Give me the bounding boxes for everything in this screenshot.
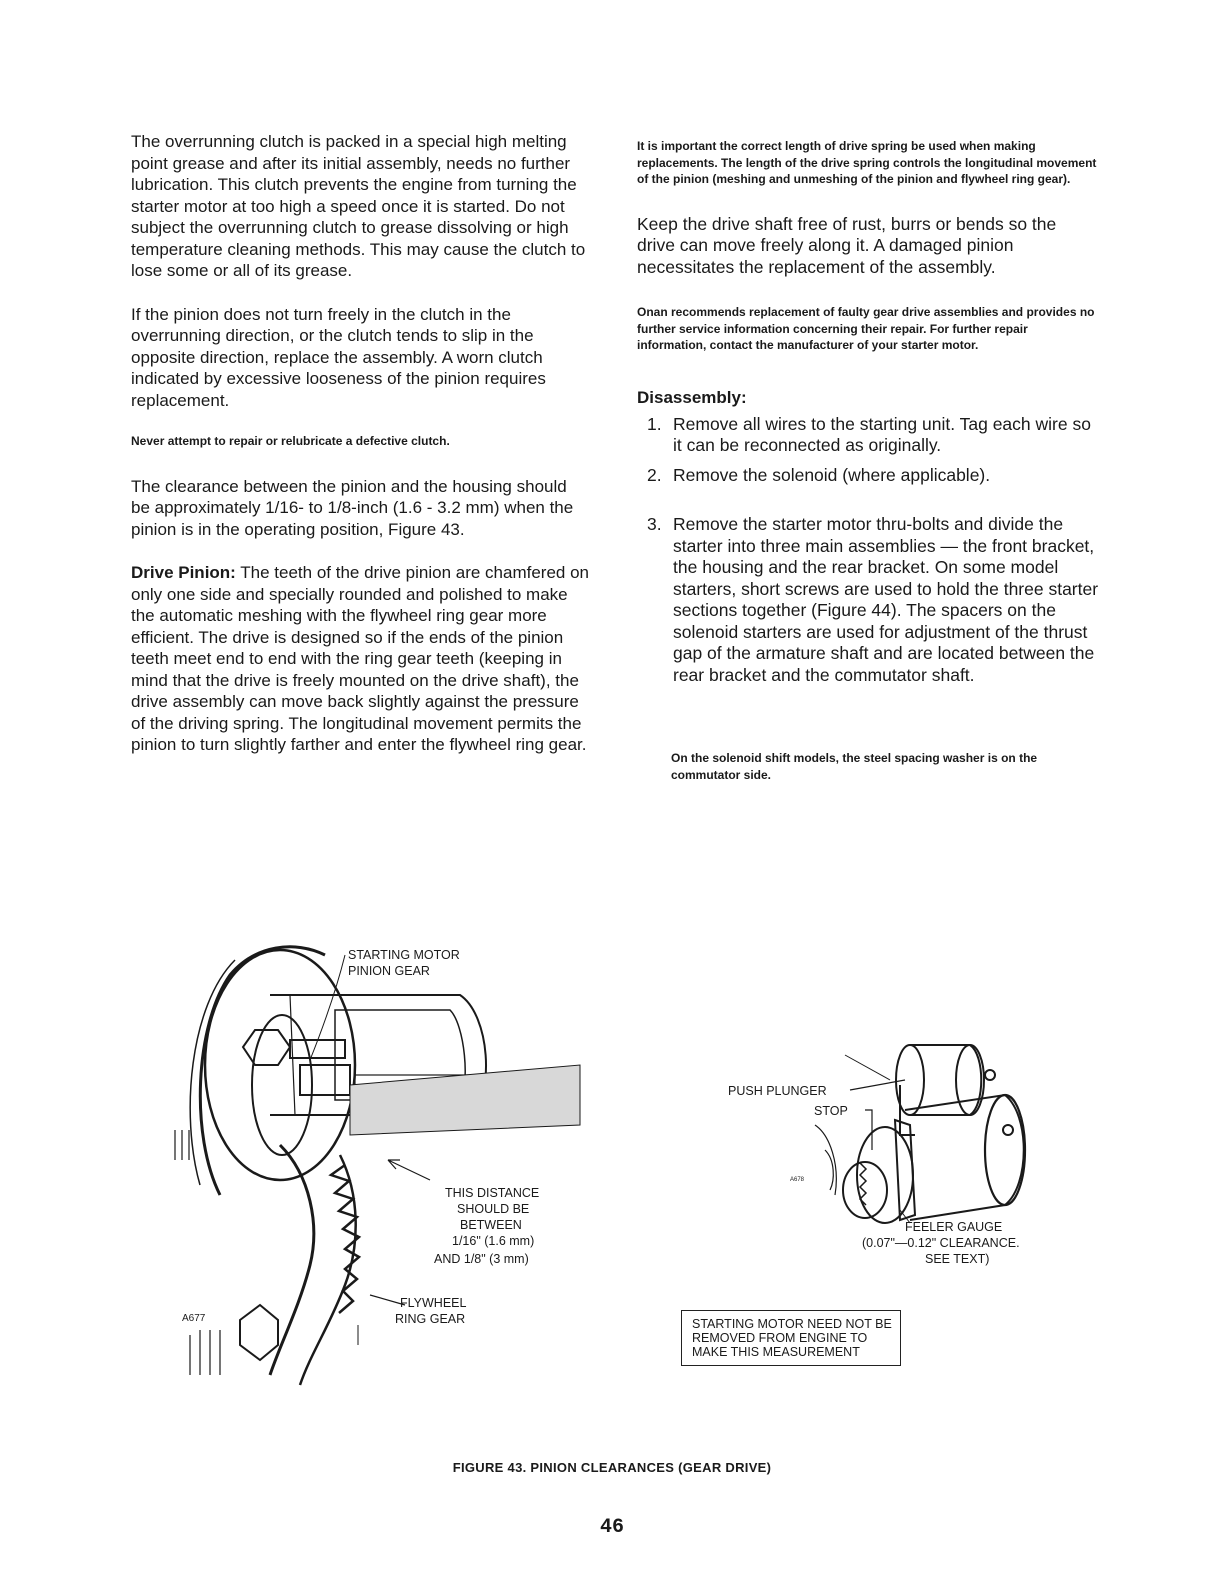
feeler-gauge-label-line2: (0.07"—0.12" CLEARANCE. (862, 1236, 1020, 1250)
figure-code-a677: A677 (182, 1313, 206, 1324)
distance-label-line3: BETWEEN (460, 1218, 522, 1232)
distance-label-line2: SHOULD BE (457, 1202, 530, 1216)
clutch-warning-note: Never attempt to repair or relubricate a defective clutch. (131, 434, 450, 448)
left-column (131, 131, 589, 756)
flywheel-label-line1: FLYWHEEL (400, 1296, 467, 1310)
push-plunger-label: PUSH PLUNGER (728, 1084, 827, 1098)
drive-shaft-paragraph: Keep the drive shaft free of rust, burrs or bends so the drive can move freely along it. A damaged pinion necessitates the replacement of the assembly. (637, 213, 1057, 277)
onan-recommend-note: Onan recommends replacement of faulty gear drive assemblies and provides no further service information concerning their repair. For further repair information, contact the manufacturer of your starter motor. (637, 305, 1095, 352)
drive-pinion-paragraph (131, 562, 589, 756)
disassembly-step: 1. Remove all wires to the starting unit. Tag each wire so it can be reconnected as originally. (647, 413, 1091, 455)
figure-caption: FIGURE 43. PINION CLEARANCES (GEAR DRIVE) (452, 1460, 772, 1475)
feeler-gauge-label-line1: FEELER GAUGE (905, 1220, 1003, 1234)
drive-pinion-text: The teeth of the drive pinion are chamfered on only one side and specially rounded and polished to make the automatic meshing with the flywheel ring gear more efficient. The drive is designed so if the ends of the pinion teeth meet end to end with the ring gear teeth (keeping in mind that the drive is freely mounted on the drive shaft), the drive assembly can move back slightly against the pressure of the driving spring. The longitudinal movement permits the pinion to turn slightly farther and enter the flywheel ring gear. (131, 563, 589, 754)
stop-label: STOP (814, 1104, 848, 1118)
drive-pinion-heading: Drive Pinion: (131, 563, 236, 582)
overrunning-clutch-paragraph: The overrunning clutch is packed in a special high melting point grease and after its initial assembly, needs no further lubrication. This clutch prevents the engine from turning the starter motor at too high a speed once it is started. Do not subject the overrunning clutch to grease dissolving or high temperature cleaning methods. This may cause the clutch to lose some or all of its grease. (131, 132, 586, 280)
starter-motor-diagram (720, 1035, 1060, 1275)
disassembly-heading: Disassembly: (637, 387, 747, 407)
distance-label-line1: THIS DISTANCE (445, 1186, 540, 1200)
pinion-label-line2: PINION GEAR (348, 964, 430, 978)
figure-code-a678: A678 (790, 1177, 805, 1183)
distance-label-line5: AND 1/8" (3 mm) (434, 1252, 529, 1266)
right-column (637, 138, 1099, 783)
disassembly-step: 2. Remove the solenoid (where applicable). (647, 464, 991, 485)
pinion-label-line1: STARTING MOTOR (348, 948, 460, 962)
page-number: 46 (599, 1516, 624, 1539)
pinion-replace-paragraph: If the pinion does not turn freely in the clutch in the overrunning direction, or the clutch tends to slip in the opposite direction, replace the assembly. A worn clutch indicated by excessive looseness of the pinion requires replacement. (131, 304, 546, 410)
disassembly-steps (637, 414, 1099, 687)
distance-label-line4: 1/16" (1.6 mm) (452, 1234, 535, 1248)
feeler-gauge-label-line3: SEE TEXT) (925, 1252, 990, 1266)
solenoid-washer-note: On the solenoid shift models, the steel spacing washer is on the commutator side. (671, 751, 1038, 782)
pinion-gear-diagram (160, 935, 590, 1395)
disassembly-step: 3. Remove the starter motor thru-bolts and divide the starter into three main assemblies — the front bracket, the housing and the rear bracket. On some model starters, short screws are used to hold the three starter sections together (Figure 44). The spacers on the solenoid starters are used for adjustment of the thrust gap of the armature shaft and are located between the rear bracket and the commutator shaft. (647, 514, 1099, 685)
drive-spring-note: It is important the correct length of drive spring be used when making replacements. The length of the drive spring controls the longitudinal movement of the pinion (meshing and unmeshing of the pinion and flywheel ring gear). (637, 139, 1097, 186)
measurement-box-note: STARTING MOTOR NEED NOT BE REMOVED FROM ENGINE TO MAKE THIS MEASUREMENT (681, 1310, 901, 1366)
flywheel-label-line2: RING GEAR (395, 1312, 466, 1326)
clearance-paragraph: The clearance between the pinion and the housing should be approximately 1/16- to 1/8-inch (1.6 - 3.2 mm) when the pinion is in the operating position, Figure 43. (131, 476, 574, 539)
